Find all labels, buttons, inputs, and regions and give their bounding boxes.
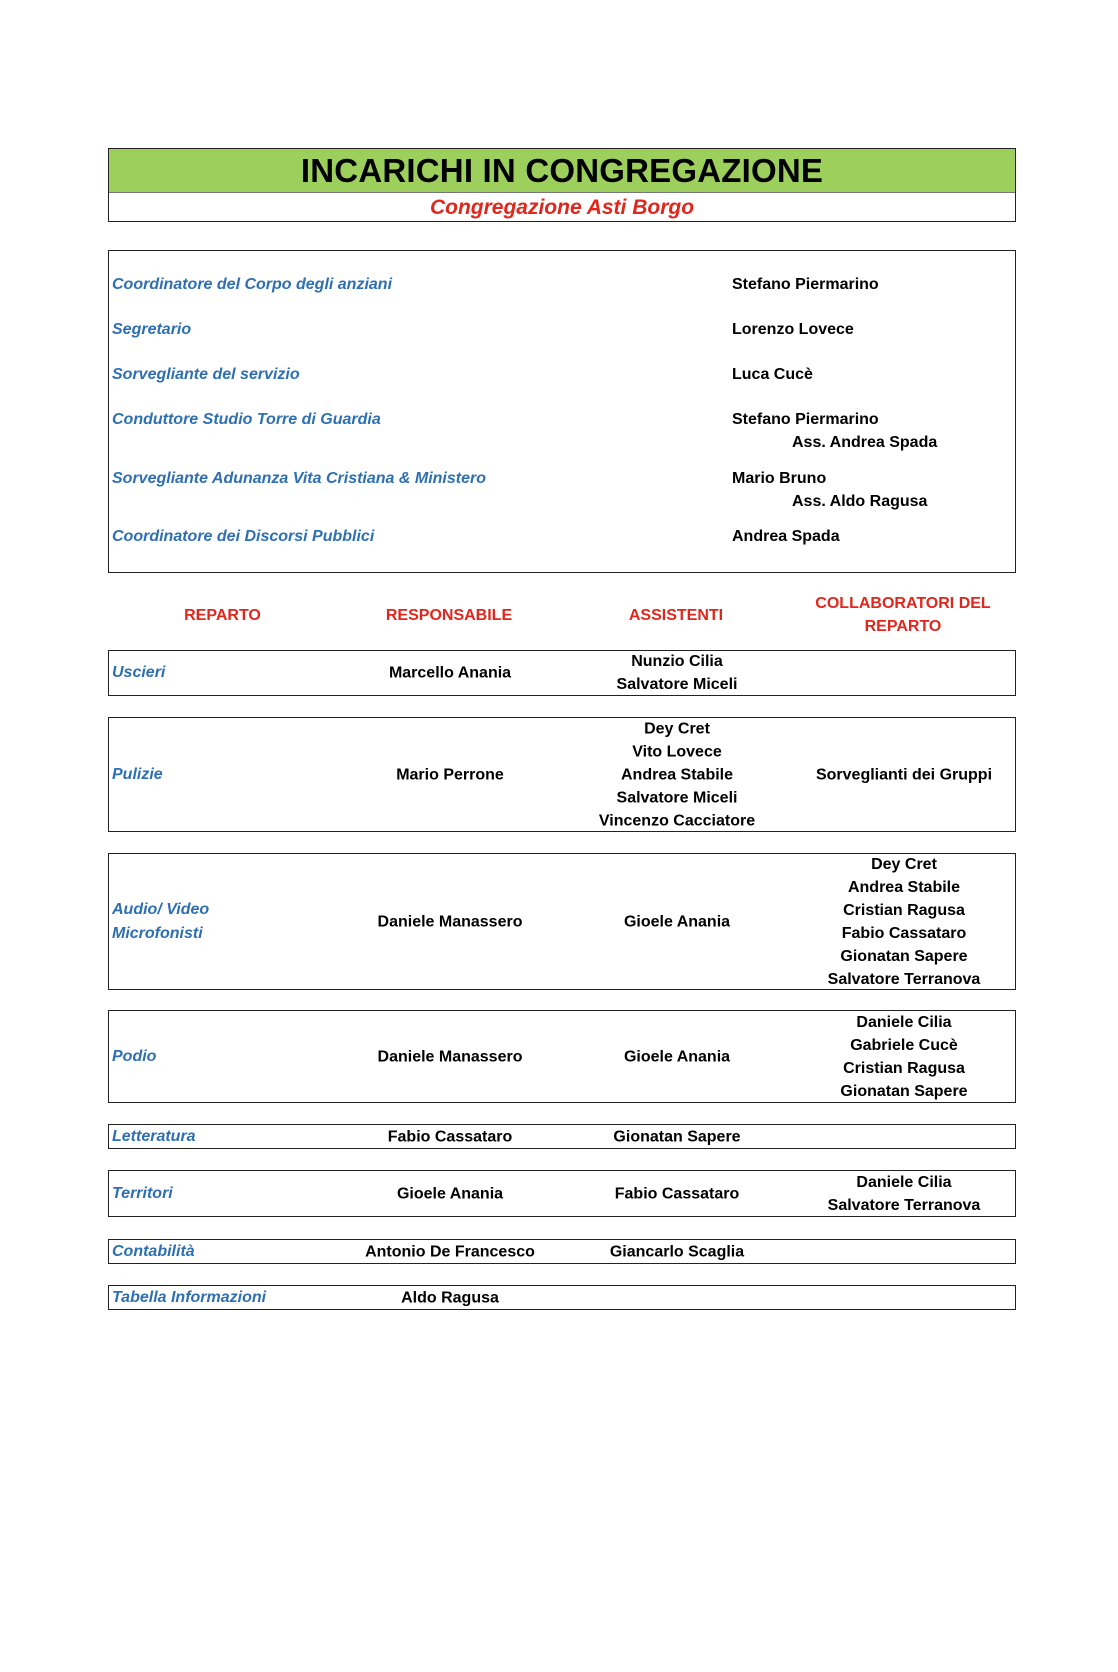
department-assistenti: [617, 650, 738, 696]
department-name-line: Territori: [112, 1184, 173, 1202]
department-assistenti: [615, 1182, 739, 1205]
department-responsabile: Daniele Manassero: [377, 913, 523, 930]
department-name: [112, 1125, 196, 1149]
department-row: [108, 717, 1016, 832]
department-responsabile: Antonio De Francesco: [365, 1243, 535, 1260]
department-assistenti-item: Nunzio Cilia: [631, 653, 723, 670]
department-collaboratori-item: Sorveglianti dei Gruppi: [815, 766, 993, 783]
department-assistenti: [610, 1240, 744, 1263]
department-name: [112, 661, 165, 685]
department-assistenti: [613, 1125, 740, 1148]
role-name: Luca Cucè: [732, 366, 813, 383]
department-assistenti: [624, 910, 730, 933]
department-collaboratori: [828, 853, 981, 991]
department-row: [108, 1239, 1016, 1264]
department-collaboratori-item: Salvatore Terranova: [827, 1196, 981, 1214]
department-assistenti-item: Fabio Cassataro: [614, 1185, 740, 1202]
column-header-collaboratori: [803, 592, 1003, 638]
department-assistenti-item: Gionatan Sapere: [613, 1128, 741, 1145]
department-name-line: Pulizie: [112, 765, 163, 783]
role-name: Stefano Piermarino: [732, 411, 879, 428]
column-header-responsabile: RESPONSABILE: [385, 607, 513, 624]
role-row: [109, 321, 1015, 345]
department-name-line: Uscieri: [112, 664, 166, 681]
department-name: [112, 763, 163, 787]
department-name-line: Letteratura: [112, 1127, 196, 1145]
role-label: Sorvegliante Adunanza Vita Cristiana & Ministero: [112, 470, 486, 487]
department-name-line: Audio/ Video: [112, 900, 210, 918]
department-row: [108, 1124, 1016, 1149]
department-row: [108, 1285, 1016, 1310]
department-assistenti-item: Salvatore Miceli: [616, 789, 738, 806]
column-header-collaboratori-line: REPARTO: [864, 618, 942, 635]
department-collaboratori-item: Dey Cret: [871, 855, 937, 873]
department-name-line: Podio: [112, 1047, 157, 1065]
department-responsabile: Mario Perrone: [396, 766, 504, 783]
department-assistenti-item: Salvatore Miceli: [616, 676, 738, 693]
role-name: Stefano Piermarino: [732, 276, 879, 293]
department-row: [108, 1170, 1016, 1217]
role-label: Conduttore Studio Torre di Guardia: [112, 411, 381, 428]
column-header-collaboratori-line: COLLABORATORI DEL: [815, 595, 991, 612]
header-box: [108, 148, 1016, 222]
role-label: Coordinatore dei Discorsi Pubblici: [112, 528, 375, 545]
role-name: Mario Bruno: [732, 470, 827, 487]
department-assistenti: [624, 1045, 730, 1068]
department-name-line: Tabella Informazioni: [112, 1288, 267, 1306]
department-assistenti-item: Giancarlo Scaglia: [609, 1243, 745, 1260]
department-assistenti-item: Andrea Stabile: [620, 766, 734, 783]
department-collaboratori-item: Gabriele Cucè: [850, 1036, 958, 1054]
department-collaboratori-item: Fabio Cassataro: [841, 924, 967, 942]
department-responsabile: Aldo Ragusa: [401, 1289, 499, 1306]
department-responsabile: Gioele Anania: [396, 1185, 504, 1202]
department-collaboratori: [816, 763, 992, 786]
column-header-assistenti: ASSISTENTI: [628, 607, 724, 624]
department-responsabile: Marcello Anania: [388, 664, 512, 682]
role-name: Lorenzo Lovece: [732, 321, 854, 338]
department-assistenti-item: Gioele Anania: [623, 913, 731, 930]
role-row: [109, 366, 1015, 390]
department-name-line: Microfonisti: [112, 924, 203, 942]
department-row: [108, 853, 1016, 990]
role-label: Segretario: [112, 321, 192, 338]
department-collaboratori-item: Salvatore Terranova: [827, 970, 981, 988]
department-assistenti-item: Dey Cret: [644, 720, 710, 737]
roles-box: [108, 250, 1016, 573]
department-name-line: Contabilità: [112, 1242, 195, 1260]
department-name: [112, 1286, 266, 1310]
department-assistenti-item: Gioele Anania: [623, 1048, 731, 1065]
role-assistant: Ass. Andrea Spada: [792, 434, 938, 451]
role-assistant: Ass. Aldo Ragusa: [792, 493, 928, 510]
department-name: [112, 1182, 173, 1206]
page-subtitle: Congregazione Asti Borgo: [429, 195, 695, 219]
department-name: [112, 898, 209, 946]
department-assistenti: [599, 717, 755, 832]
department-assistenti-item: Vito Lovece: [632, 743, 722, 760]
role-label: Coordinatore del Corpo degli anziani: [112, 276, 393, 293]
role-row: [109, 470, 1015, 510]
department-responsabile: Fabio Cassataro: [387, 1128, 513, 1145]
column-header-reparto: REPARTO: [184, 607, 261, 624]
department-responsabile: Daniele Manassero: [377, 1048, 523, 1065]
page-title: INCARICHI IN CONGREGAZIONE: [109, 149, 1015, 193]
role-row: [109, 411, 1015, 451]
department-collaboratori-item: Gionatan Sapere: [840, 947, 968, 965]
department-collaboratori: [828, 1171, 981, 1217]
department-collaboratori: [840, 1011, 967, 1103]
role-row: [109, 528, 1015, 552]
department-collaboratori-item: Daniele Cilia: [856, 1013, 952, 1031]
department-assistenti-item: Vincenzo Cacciatore: [598, 812, 756, 829]
department-name: [112, 1240, 195, 1264]
department-collaboratori-item: Cristian Ragusa: [843, 901, 965, 919]
department-row: [108, 650, 1016, 696]
department-collaboratori-item: Gionatan Sapere: [840, 1082, 968, 1100]
department-collaboratori-item: Daniele Cilia: [856, 1173, 952, 1191]
role-row: [109, 276, 1015, 300]
role-name: Andrea Spada: [732, 528, 840, 545]
department-name: [112, 1045, 156, 1069]
role-label: Sorvegliante del servizio: [112, 366, 300, 383]
department-collaboratori-item: Cristian Ragusa: [843, 1059, 965, 1077]
department-row: [108, 1010, 1016, 1103]
department-collaboratori-item: Andrea Stabile: [847, 878, 961, 896]
